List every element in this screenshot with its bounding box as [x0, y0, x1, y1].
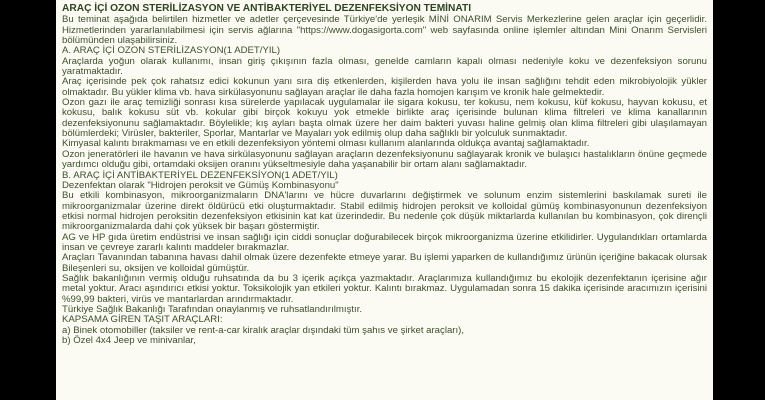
list-item: b) Özel 4x4 Jeep ve minivanlar, [62, 335, 196, 346]
paragraph: Kimyasal kalıntı bırakmaması ve en etkili dezenfeksiyon yöntemi olması kullanım alanlarında oldukça avantaj sağlamaktadır. [62, 138, 590, 150]
paragraph: Ozon gazı ile araç temizliği sonrası kısa sürelerde yapılacak uygulamalar ile sigara kokusu, ter kokusu, nem kokusu, küf kokusu, hayvan kokusu, et kokusu, balık kokusu süt vb. kokular gibi birçok kokuyu yok etmekle birlikte araç içerisinde bulunan klima filtreleri ve klima kanallarının dezenfeksiyonunu sağlamaktadır. Böylelikle; kış ayları başta olmak üzere her daim bakteri yuvası haline gelmiş olan klima filtreleri gibi ulaşılamayan bölümlerdeki; Virüsler, bakteriler, Sporlar, Mantarlar ve Mayaları yok edilmiş olup daha sağlıklı bir yolculuk sunmaktadır. [62, 97, 707, 140]
paragraph: Araçları Tavanından tabanına havası dahil olmak üzere dezenfekte etmeye yarar. Bu işlemi yaparken de kullandığımız ürünün içeriğine bakacak olursak Bileşenleri su, oksijen ve kolloidal gümüştür. [62, 252, 707, 274]
paragraph: Araç içerisinde pek çok rahatsız edici kokunun yanı sıra diş etkenlerden, kişilerden hava yolu ile insan sağlığını tehdit eden mikrobiyolojik yükler olmaktadır. Bu yükler klima vb. hava sirkülasyonunu sağlayan araçlar ile daha fazla homojen karışım ve kronik hale gelmektedir. [62, 76, 707, 98]
paragraph: AG ve HP gıda üretim endüstrisi ve insan sağlığı için ciddi sonuçlar doğurabilecek birçok mikroorganizma üzerine etkilidirler. Uygulandıkları ortamlarda insan ve çevreye zararlı kalıntı maddeler bırakmazlar. [62, 231, 707, 253]
section-a-heading: A. ARAÇ İÇİ OZON STERİLİZASYON(1 ADET/YIL) [62, 45, 281, 57]
section-b-heading: B. ARAÇ İÇİ ANTİBAKTERİYEL DEZENFEKSİYON(1 ADET/YIL) [62, 169, 338, 181]
document-content [62, 4, 707, 346]
scope-heading: KAPSAMA GİREN TAŞIT ARAÇLARI: [62, 314, 223, 326]
list-item: a) Binek otomobiller (taksiler ve rent-a-car kiralık araçlar dışındaki tüm şahıs ve şirket araçları), [62, 324, 465, 336]
paragraph: Ozon jeneratörleri ile havanın ve hava sirkülasyonunu sağlayan araçların dezenfeksiyonunu sağlayarak kronik ve bulaşıcı hastalıkların önüne geçmede yardımcı olduğu gibi, ortamdaki oksijen oranını yükseltmesiyle daha yaşanabilir bir ortam alanı sağlamaktadır. [62, 148, 707, 171]
intro-paragraph: Bu teminat aşağıda belirtilen hizmetler ve adetler çerçevesinde Türkiye'de yerleşik MİNİ ONARIM Servis Merkezlerine gelen araçlar için geçerlidir. Hizmetlerinden yararlanılabilmesi için servis ağlarına "https://www.dogasigorta.com" web sayfasında online işlemler altından Mini Onarım Servisleri bölümünden ulaşabilirsiniz. [62, 14, 707, 47]
paragraph: Dezenfektan olarak "Hidrojen peroksit ve Gümüş Kombinasyonu" [62, 179, 339, 191]
paragraph: Türkiye Sağlık Bakanlığı Tarafından onaylanmış ve ruhsatlandırılmıştır. [62, 303, 363, 315]
paragraph: Sağlık bakanlığının vermiş olduğu ruhsatında da bu 3 içerik açıkça yazmaktadır. Araçlarımıza kullandığımız bu ekolojik dezenfektanın içerisine ağır metal yoktur. Aracı aşındırıcı etkisi yoktur. Toksikolojik yan etkileri yoktur. Kalıntı bırakmaz. Uygulamadan sonra 15 dakika içerisinde aracımızın içerisini %99,99 bakteri, virüs ve mantarlardan arındırmaktadır. [62, 272, 707, 305]
document-page [56, 0, 713, 400]
paragraph: Araçlarda yoğun olarak kullanımı, insan giriş çıkışının fazla olması, genelde camların kapalı olması nedeniyle koku ve dezenfeksiyon sorunu yaratmaktadır. [62, 55, 707, 78]
document-title: ARAÇ İÇİ OZON STERİLİZASYON VE ANTİBAKTERİYEL DEZENFEKSİYON TEMİNATI [62, 3, 472, 14]
paragraph: Bu etkili kombinasyon, mikroorganizmaların DNA'larını ve hücre duvarlarını değiştirmek ve solunum enzim sistemlerini baskılamak sureti ile mikroorganizmalar üzerine direkt öldürücü etki oluşturmaktadır. Stabil edilmiş hidrojen peroksit ve kolloidal gümüş kombinasyonunun dezenfeksiyon etkisi normal hidrojen peroksitin dezenfeksiyon etkisinin kat kat üzerindedir. Bu nedenle çok düşük miktarlarda kullanılan bu kombinasyon, çok dirençli mikroorganizmalarda dahi çok yüksek bir başarı göstermiştir. [62, 190, 707, 233]
